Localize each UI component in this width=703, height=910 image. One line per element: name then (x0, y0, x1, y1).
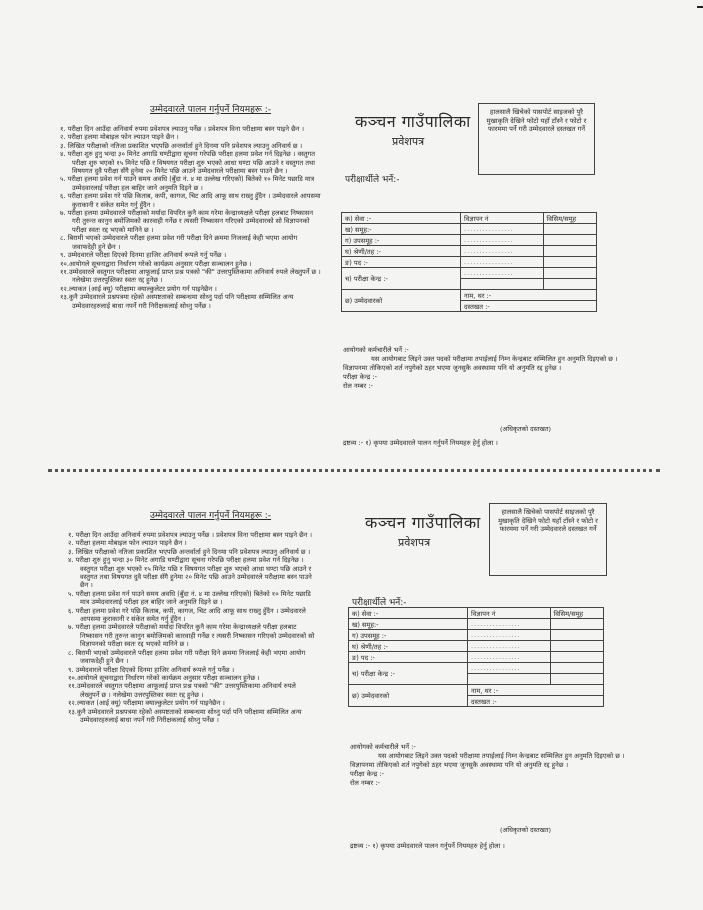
field-group: ख) समूह:- (342, 224, 461, 235)
field-level: घ) श्रेणी/तह :- (342, 246, 461, 257)
candidate-info-table (341, 212, 597, 312)
field-name: नाम, थर :- (468, 685, 604, 696)
rules-list (68, 531, 316, 724)
blank-line: ................ (468, 641, 551, 652)
rule-item: ५. परीक्षा हलमा प्रवेश गर्न पाउने समय अवधि (बुँदा नं. ४ मा उल्लेख गरिएको) बितेको १० मिनेट पछाडि मात्र उम्मेदवारलाई परीक्षा हल बाहिर जाने अनुमति दिइने छ । (68, 589, 311, 607)
field-post: ङ) पद :- (342, 257, 461, 268)
rule-item: १३.कुनै उम्मेदवारले प्रश्नपत्रमा रहेको अस्पष्टताको सम्बन्धमा सोध्नु पर्दा पनि परीक्षामा सम्मिलित अन्य उम्मेदवारहरुलाई बाधा नपर्ने गरी निरीक्षकलाई सोध्नु पर्नेछ । (68, 707, 302, 724)
rule-item: ३. लिखित परीक्षाको नतिजा प्रकाशित भएपछि अन्तर्वार्ता हुने दिनमा पनि प्रवेशपत्र ल्याउनु अनिवार्य छ । (68, 547, 311, 556)
rule-item: १३.कुनै उम्मेदवारले प्रश्नपत्रमा रहेको अस्पष्टताको सम्बन्धमा सोध्नु पर्दा पनि परीक्षामा सम्मिलित अन्य उम्मेदवारहरुलाई बाधा नपर्ने गरी निरीक्षकलाई सोध्नु पर्नेछ । (60, 293, 294, 310)
rule-item: ८. बिरामी भएको उम्मेदवारले परीक्षा हलमा प्रवेश गरी परीक्षा दिने क्रममा निजलाई केही भएमा आयोग जवाफदेही हुने छैन । (60, 234, 298, 251)
staff-section (350, 743, 632, 788)
candidate-info-table (348, 607, 604, 707)
staff-roll-number: रोल नम्बर :- (350, 779, 380, 787)
rule-item: ७. परीक्षा हलमा उम्मेदवारले परीक्षाको मर्यादा विपरित कुनै काम गरेमा केन्द्राध्यक्षले परीक्षा हलबाट निष्कासन गरी तुरुन्त कानुन बमोजिमको कारवाही गर्नेछ र त्यसरी निष्कासन गरिएको उम्मेदवारको सो विज्ञापनको परीक्षा स्वतः रद्द भएको मानिने छ । (60, 209, 313, 234)
rule-item: १०.आयोगले सूचनाद्वारा निर्धारण गरेको कार्यक्रम अनुसार परीक्षा सञ्चालन हुनेछ । (60, 259, 252, 268)
field-candidate: छ) उम्मेदवारको (349, 685, 468, 707)
rules-list (60, 125, 322, 310)
rule-item: ३. लिखित परीक्षाको नतिजा प्रकाशित भएपछि अन्तर्वार्ता हुने दिनमा पनि प्रवेशपत्र ल्याउनु अनिवार्य छ । (60, 141, 303, 150)
rule-item: ११.उम्मेदवारले वस्तुगत परीक्षामा आफूलाई प्राप्त प्रश्न पत्रको "की" उत्तरपुस्तिकामा अनिवार्य रुपले लेख्नुपर्ने छ । नलेखेमा उत्तरपुस्तिका स्वतः रद्द हुनेछ । (68, 682, 296, 699)
field-post: ङ) पद :- (349, 652, 468, 663)
staff-label: आयोगको कर्मचारीले भर्ने :- (350, 743, 416, 751)
office-name: कञ्चन गाउँपालिका (355, 112, 471, 131)
blank-line: ................ (461, 224, 544, 235)
field-service: क) सेवा :- (349, 608, 468, 619)
field-level: घ) श्रेणी/तह :- (349, 641, 468, 652)
admit-card-title: प्रवेशपत्र (392, 135, 425, 148)
rule-item: ७. परीक्षा हलमा उम्मेदवारले परीक्षाको मर्यादा विपरित कुनै काम गरेमा केन्द्राध्यक्षले परीक्षा हलबाट निष्कासन गरी तुरुन्त कानुन बमोजिमको कारवाही गर्नेछ र त्यसरी निष्कासन गरिएको उम्मेदवारको सो विज्ञापनको परीक्षा स्वतः रद्द भएको मानिने छ । (68, 623, 315, 649)
candidate-fill-label: परीक्षार्थीले भर्ने:- (352, 598, 407, 608)
rule-item: ११.उम्मेदवारले वस्तुगत परीक्षामा आफूलाई प्राप्त प्रश्न पत्रको "की" उत्तरपुस्तिकामा अनिवार्य रुपले लेख्नुपर्ने छ । नलेखेमा उत्तरपुस्तिका स्वतः रद्द हुनेछ । (60, 267, 321, 285)
staff-section (343, 346, 623, 391)
rule-item: १२.ल्याकत (आई क्यू) परीक्षामा क्याल्कुलेटर प्रयोग गर्न पाइनेछैन । (60, 284, 217, 293)
candidate-fill-label: परीक्षार्थीले भर्ने:- (345, 175, 400, 185)
blank-line: ................ (461, 246, 544, 257)
note: द्रष्टव्य :- १) कृपया उम्मेदवारले पालन गर्नुपर्ने नियमहरु हेर्नु होला । (343, 439, 498, 447)
field-advert-no: विज्ञापन नं (461, 213, 544, 224)
staff-exam-center: परीक्षा केन्द्र :- (350, 770, 384, 778)
field-signature: दस्तखत :- (468, 696, 604, 707)
field-service: क) सेवा :- (342, 213, 461, 224)
blank-line: ................ (461, 268, 544, 279)
rule-item: ४. परीक्षा शुरु हुनु भन्दा ३० मिनेट अगाडि घण्टीद्वारा सूचना गरेपछि परीक्षा हलमा प्रवेश गर्न दिइनेछ । वस्तुगत परीक्षा शुरु भएको १५ मिनेट पछि र विषयगत परीक्षा शुरु भएको आधा घण्टा पछि आउने र वस्तुगत तथा विषयगत दुवै परीक्षा सँगै हुनेमा २० मिनेट पछि आउने उम्मेदवारले परीक्षामा बस्न पाउने छैन । (60, 150, 315, 176)
field-type: विसिम/समूह (550, 608, 603, 619)
photo-box: हालसालै खिचेको पासपोर्ट साइजको पुरै मुखाकृति देखिने फोटो यहाँ टाँस्ने र फोटो र फारममा पर्ने गरी उम्मेदवारले दस्तखत गर्ने (478, 103, 595, 175)
staff-text: यस आयोगबाट लिइने उक्त पदको परीक्षामा तपाईलाई निम्न केन्द्रबाट सम्मिलित हुन अनुमति दिइएको छ । विज्ञापनमा तोकिएको शर्त नपुगेको ठहर भएमा जुनसुकै अवस्थामा पनि यो अनुमति रद्द हुनेछ । (343, 355, 618, 372)
rule-item: ८. बिरामी भएको उम्मेदवारले परीक्षा हलमा प्रवेश गरी परीक्षा दिने क्रममा निजलाई केही भएमा आयोग जवाफदेही हुने छैन । (68, 648, 306, 666)
staff-label: आयोगको कर्मचारीले भर्ने :- (343, 346, 409, 354)
admit-card-title: प्रवेशपत्र (398, 536, 431, 549)
field-subgroup: ग) उपसमूह :- (349, 630, 468, 641)
field-candidate: छ) उम्मेदवारको (342, 290, 461, 312)
field-signature: दस्तखत :- (461, 301, 597, 312)
photo-box: हालसालै खिचेको पासपोर्ट साइजको पुरै मुखाकृति देखिने फोटो यहाँ टाँस्ने र फोटो र फारममा पर्ने गरी उम्मेदवारले दस्तखत गर्ने (489, 503, 607, 576)
field-name: नाम, थर :- (461, 290, 597, 301)
blank-line: ................ (468, 619, 551, 630)
staff-exam-center: परीक्षा केन्द्र :- (343, 373, 377, 381)
rule-item: ९. उम्मेदवारले परीक्षा दिएको दिनमा हाजिर अनिवार्य रूपले गर्नु पर्नेछ । (60, 251, 227, 260)
authority-signature: (अधिकृतको दस्तखत) (500, 826, 551, 834)
blank-line: ................ (468, 652, 551, 663)
rule-item: १२.ल्याकत (आई क्यू) परीक्षामा क्याल्कुलेटर प्रयोग गर्न पाइनेछैन । (68, 699, 225, 708)
rules-title: उम्मेदवारले पालन गर्नुपर्ने नियमहरू :- (150, 511, 272, 521)
staff-roll-number: रोल नम्बर :- (343, 382, 373, 390)
rule-item: १. परीक्षा दिन आउँदा अनिवार्य रुपमा प्रवेशपत्र ल्याउनु पर्नेछ । प्रवेशपत्र विना परीक्षामा बस्न पाइने छैन । (60, 125, 304, 133)
admit-card-bottom (0, 455, 703, 910)
blank-line: ................ (461, 257, 544, 268)
rule-item: २. परीक्षा हलमा मोबाइल फोन ल्याउन पाइने छैन । (60, 133, 179, 142)
blank-line: ................ (468, 663, 551, 674)
staff-text: यस आयोगबाट लिइने उक्त पदको परीक्षामा तपाईलाई निम्न केन्द्रबाट सम्मिलित हुन अनुमति दिइएको छ । विज्ञापनमा तोकिएको शर्त नपुगेको ठहर भएमा जुनसुकै अवस्थामा पनि यो अनुमति रद्द हुनेछ । (350, 752, 625, 769)
rule-item: ६. परीक्षा हलमा प्रवेश गरे पछि किताब, कपी, कागज, चिट आदि आफू साथ राख्नु हुँदैन । उम्मेदवारले आपसमा कुराकानी र संकेत समेत गर्नु हुँदैन । (68, 606, 306, 624)
note: द्रष्टव्य :- १) कृपया उम्मेदवारले पालन गर्नुपर्ने नियमहरु हेर्नु होला । (350, 842, 505, 850)
rule-item: ५. परीक्षा हलमा प्रवेश गर्न पाउने समय अवधि (बुँदा नं. ४ मा उल्लेख गरिएको) बितेको १० मिनेट पछाडि मात्र उम्मेदवारलाई परीक्षा हल बाहिर जाने अनुमति दिइने छ । (60, 175, 315, 192)
authority-signature: (अधिकृतको दस्तखत) (500, 425, 551, 433)
rule-item: १०.आयोगले सूचनाद्वारा निर्धारण गरेको कार्यक्रम अनुसार परीक्षा सञ्चालन हुनेछ । (68, 673, 260, 682)
blank-line: ................ (468, 630, 551, 641)
field-advert-no: विज्ञापन नं (468, 608, 551, 619)
field-exam-center: च) परीक्षा केन्द्र :- (349, 663, 468, 685)
rule-item: १. परीक्षा दिन आउँदा अनिवार्य रुपमा प्रवेशपत्र ल्याउनु पर्नेछ । प्रवेशपत्र विना परीक्षामा बस्न पाइने छैन । (68, 531, 312, 539)
field-type: विसिम/समूह (543, 213, 596, 224)
field-group: ख) समूह:- (349, 619, 468, 630)
blank-line: ................ (461, 235, 544, 246)
rule-item: ६. परीक्षा हलमा प्रवेश गरे पछि किताब, कपी, कागज, चिट आदि आफू साथ राख्नु हुँदैन । उम्मेदवारले आपसमा कुराकानी र संकेत समेत गर्नु हुँदैन । (60, 192, 321, 209)
field-subgroup: ग) उपसमूह :- (342, 235, 461, 246)
office-name: कञ्चन गाउँपालिका (365, 513, 481, 532)
field-exam-center: च) परीक्षा केन्द्र :- (342, 268, 461, 290)
rule-item: ४. परीक्षा शुरु हुनु भन्दा ३० मिनेट अगाडि घण्टीद्वारा सूचना गरेपछि परीक्षा हलमा प्रवेश गर्न दिइनेछ । वस्तुगत परीक्षा शुरु भएको १५ मिनेट पछि र विषयगत परीक्षा शुरु भएको आधा घण्टा पछि आउने र वस्तुगत तथा विषयगत दुवै परीक्षा सँगै हुनेमा २० मिनेट पछि आउने उम्मेदवारले परीक्षामा बस्न पाउने छैन । (68, 556, 312, 590)
rule-item: २. परीक्षा हलमा मोबाइल फोन ल्याउन पाइने छैन । (68, 539, 187, 548)
rules-title: उम्मेदवारले पालन गर्नुपर्ने नियमहरू :- (150, 105, 272, 115)
page-edge-mark (697, 6, 703, 8)
rule-item: ९. उम्मेदवारले परीक्षा दिएको दिनमा हाजिर अनिवार्य रूपले गर्नु पर्नेछ । (68, 665, 235, 674)
